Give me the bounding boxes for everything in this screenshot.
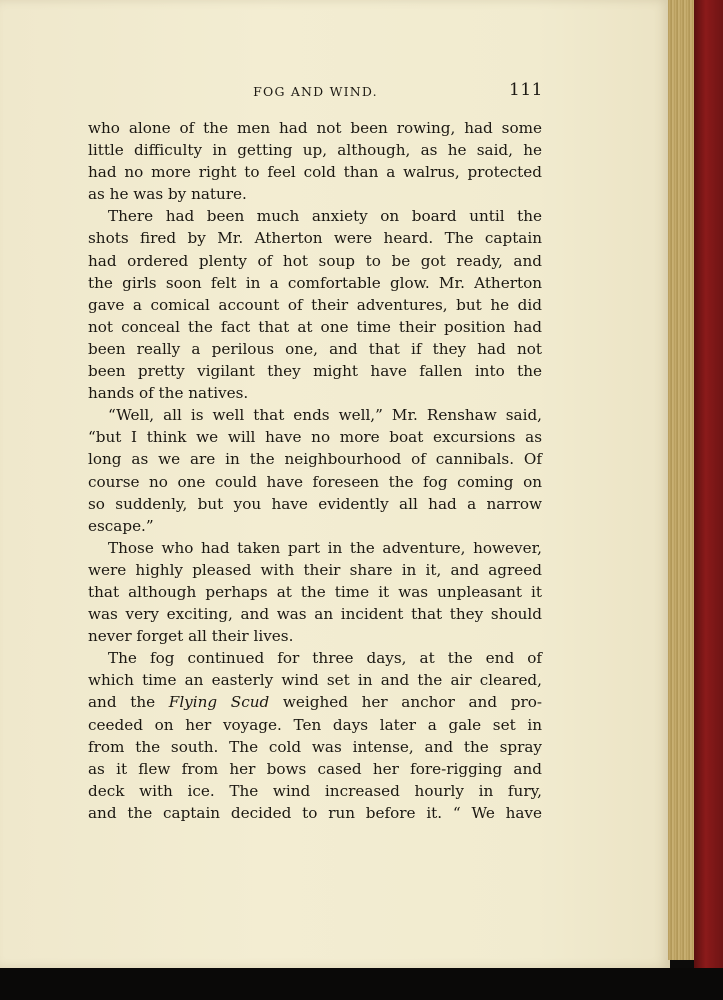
- text-line: course no one could have foreseen the fog coming on: [88, 472, 542, 491]
- running-head: [88, 80, 543, 104]
- text-line: little difficulty in getting up, although, as he said, he: [88, 141, 542, 160]
- text-line: “but I think we will have no more boat excursions as: [88, 428, 542, 447]
- text-line: long as we are in the neighbourhood of cannibals. Of: [88, 450, 542, 469]
- text-line: which time an easterly wind set in and the air cleared,: [88, 671, 542, 690]
- text-line: as he was by nature.: [88, 185, 247, 204]
- text-fragment: and the: [88, 693, 156, 712]
- text-line-with-ship-name: [88, 691, 542, 713]
- paragraph: [88, 117, 542, 205]
- text-line: ceeded on her voyage. Ten days later a gale set in: [88, 715, 542, 734]
- text-line: and the captain decided to run before it. “ We have: [88, 803, 542, 822]
- book-binding: [694, 0, 723, 968]
- text-line: deck with ice. The wind increased hourly in fury,: [88, 781, 542, 800]
- page-edges: [668, 0, 696, 960]
- paragraph: [88, 647, 542, 824]
- text-line: as it flew from her bows cased her fore-rigging and: [88, 759, 542, 778]
- text-line: The fog continued for three days, at the end of: [108, 649, 542, 668]
- text-line: was very exciting, and was an incident that they should: [88, 605, 542, 624]
- ship-name: Flying Scud: [168, 693, 270, 712]
- text-line: shots fired by Mr. Atherton were heard. The captain: [88, 229, 542, 248]
- text-line: not conceal the fact that at one time their position had: [88, 317, 542, 336]
- text-line: never forget all their lives.: [88, 627, 294, 646]
- page-number: 111: [509, 80, 543, 100]
- paragraph: [88, 404, 542, 537]
- paragraph: [88, 537, 542, 647]
- text-line: been pretty vigilant they might have fallen into the: [88, 362, 542, 381]
- text-line: Those who had taken part in the adventure, however,: [108, 538, 542, 557]
- text-line: were highly pleased with their share in it, and agreed: [88, 560, 542, 579]
- text-fragment: weighed her anchor and pro-: [282, 693, 542, 712]
- text-line: who alone of the men had not been rowing, had some: [88, 119, 542, 137]
- text-line: been really a perilous one, and that if they had not: [88, 339, 542, 358]
- text-line: There had been much anxiety on board until the: [108, 207, 542, 226]
- scan-shadow: [0, 968, 723, 1000]
- paragraph: [88, 205, 542, 404]
- text-line: hands of the natives.: [88, 384, 249, 403]
- text-line: gave a comical account of their adventures, but he did: [88, 295, 542, 314]
- running-title: FOG AND WIND.: [253, 84, 378, 99]
- text-line: escape.”: [88, 516, 154, 535]
- text-line: had no more right to feel cold than a walrus, protected: [88, 163, 542, 182]
- text-line: had ordered plenty of hot soup to be got ready, and: [88, 251, 542, 270]
- body-text: [88, 117, 542, 824]
- text-line: from the south. The cold was intense, and the spray: [88, 737, 542, 756]
- text-line: so suddenly, but you have evidently all had a narrow: [88, 494, 542, 513]
- text-line: that although perhaps at the time it was unpleasant it: [88, 582, 542, 601]
- text-line: the girls soon felt in a comfortable glow. Mr. Atherton: [88, 273, 542, 292]
- text-line: “Well, all is well that ends well,” Mr. Renshaw said,: [108, 406, 542, 425]
